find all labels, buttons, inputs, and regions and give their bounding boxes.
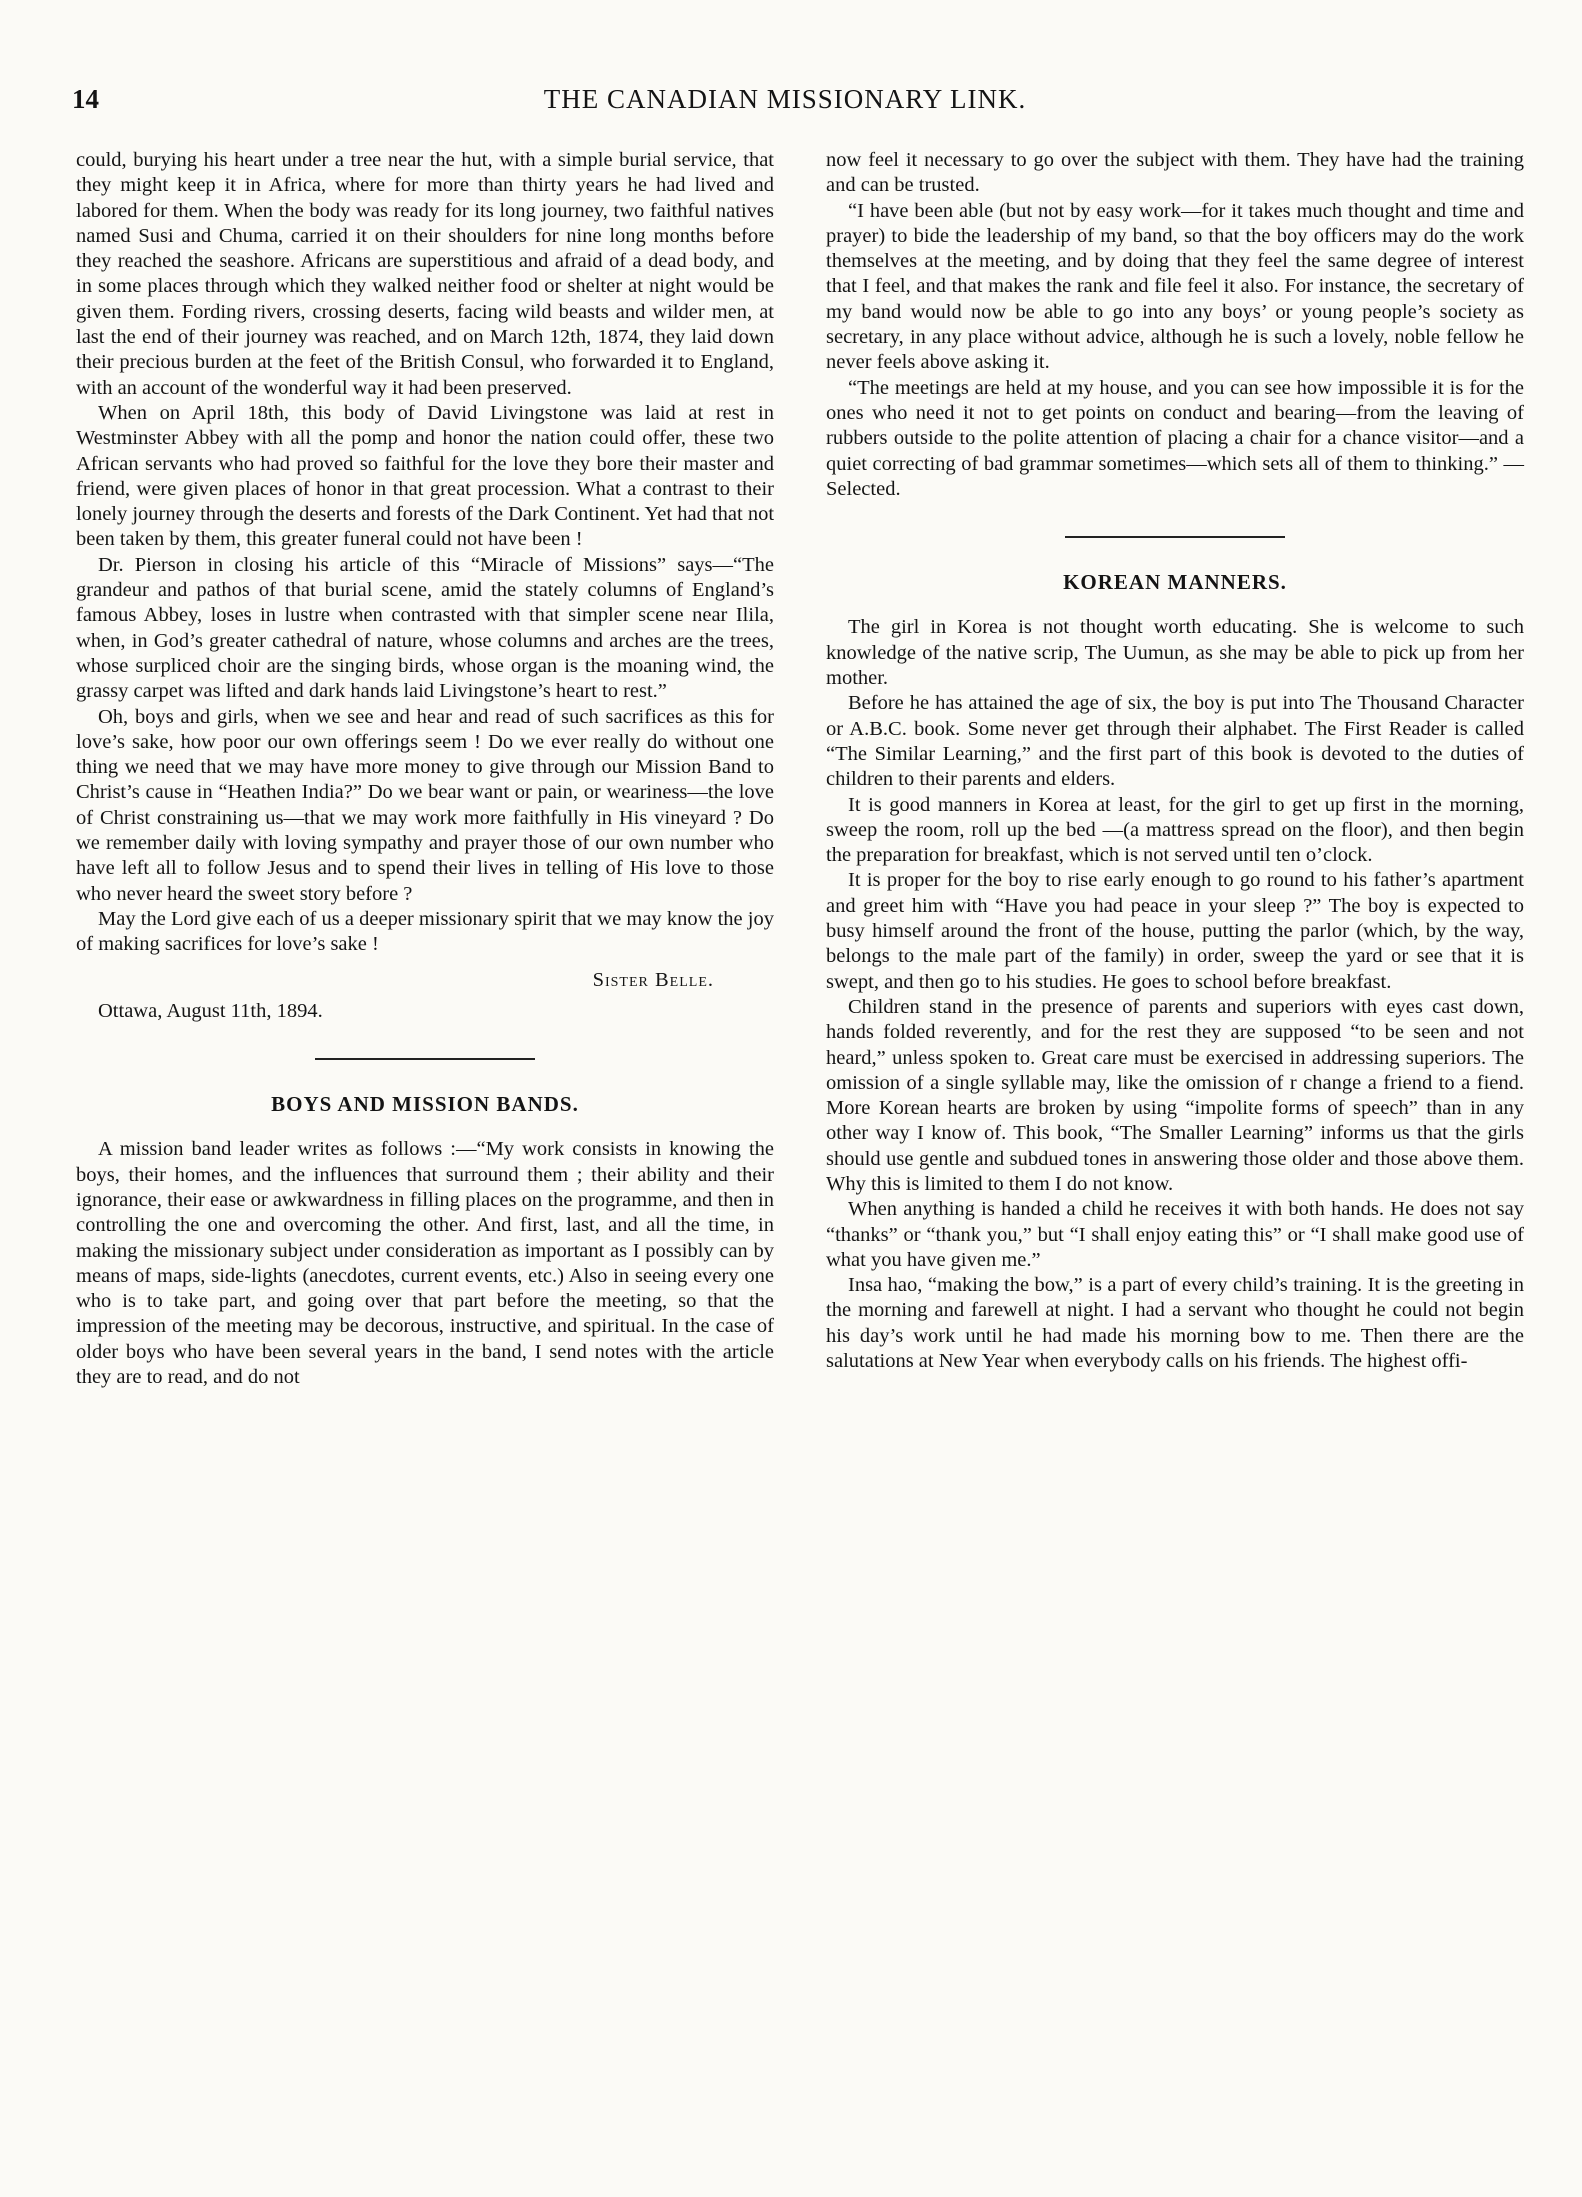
paragraph: Dr. Pierson in closing his article of this “Miracle of Missions” says—“The grandeur and pathos of that burial scene, amid the stately columns of England’s famous Abbey, loses in lustre when contrasted with that simpler scene near Ilila, when, in God’s greater cathedral of nature, whose columns and arches are the trees, whose surpliced choir are the singing birds, whose organ is the moaning wind, the grassy carpet was lifted and dark hands laid Livingstone’s heart to rest.” — [76, 553, 774, 703]
paragraph: Children stand in the presence of parents and superiors with eyes cast down, hands folded reverently, and for the rest they are supposed “to be seen and not heard,” unless spoken to. Great care must be exercised in addressing superiors. The omission of a single syllable may, like the omission of r change a friend to a fiend. More Korean hearts are broken by using “impolite forms of speech” than in any other way I know of. This book, “The Smaller Learning” informs us that the girls should use gentle and subdued tones in answering those older and those above them. Why this is limited to them I do not know. — [826, 995, 1524, 1195]
paragraph: Before he has attained the age of six, the boy is put into The Thousand Character or A.B.C. book. Some never get through their alphabet. The First Reader is called “The Similar Learning,” and the first part of this book is devoted to the duties of children to their parents and elders. — [826, 692, 1524, 791]
paragraph: now feel it necessary to go over the subject with them. They have had the training and can be trusted. — [826, 149, 1524, 197]
section-divider — [315, 1058, 535, 1060]
dateline: Ottawa, August 11th, 1894. — [98, 999, 323, 1022]
left-column — [76, 148, 774, 1390]
paragraph: It is good manners in Korea at least, for the girl to get up first in the morning, sweep the room, roll up the bed —(a mattress spread on the floor), and then begin the preparation for breakfast, which is not served until ten o’clock. — [826, 793, 1524, 867]
paragraph: The girl in Korea is not thought worth educating. She is welcome to such knowledge of the native scrip, The Uumun, as she may be able to pick up from her mother. — [826, 616, 1524, 690]
signature: Sister Belle. — [592, 968, 714, 991]
section-title-boys-and-mission-bands: BOYS AND MISSION BANDS. — [271, 1092, 579, 1117]
running-title: THE CANADIAN MISSIONARY LINK. — [543, 84, 1027, 114]
paragraph: When anything is handed a child he receives it with both hands. He does not say “thanks” or “thank you,” but “I shall enjoy eating this” or “I shall make good use of what you have given me.” — [826, 1198, 1524, 1271]
paragraph: could, burying his heart under a tree near the hut, with a simple burial service, that they might keep it in Africa, where for more than thirty years he had lived and labored for them. When the body was ready for its long journey, two faithful natives named Susi and Chuma, carried it on their shoulders for nine long months before they reached the seashore. Africans are superstitious and afraid of a dead body, and in some places through which they walked neither food or shelter at night would be given them. Fording rivers, crossing deserts, facing wild beasts and wilder men, at last the end of their journey was reached, and on March 12th, 1874, they laid down their precious burden at the feet of the British Consul, who forwarded it to England, with an account of the wonderful way it had been preserved. — [76, 149, 774, 399]
section-divider — [1065, 536, 1285, 538]
paragraph: A mission band leader writes as follows :—“My work consists in knowing the boys, their homes, and the influences that surround them ; their ability and their ignorance, their ease or awkwardness in filling places on the programme, and then in controlling the one and overcoming the other. And first, last, and all the time, in making the missionary subject under consideration as important as I possibly can by means of maps, side-lights (anecdotes, current events, etc.) Also in seeing every one who is to take part, and going over that part before the meeting, so that the impression of the meeting may be decorous, instructive, and spiritual. In the case of older boys who have been several years in the band, I send notes with the article they are to read, and do not — [76, 1138, 774, 1389]
page-header — [60, 84, 1510, 124]
paragraph: It is proper for the boy to rise early enough to go round to his father’s apartment and greet him with “Have you had peace in your sleep ?” The boy is expected to busy himself around the front of the house, putting the parlor (which, by the way, belongs to the male part of the family) in order, sweep the yard or see that it is swept, and then go to his studies. He goes to school before breakfast. — [826, 869, 1524, 993]
section-title-korean-manners: KOREAN MANNERS. — [1063, 570, 1287, 595]
paragraph: “The meetings are held at my house, and you can see how impossible it is for the ones who need it not to get points on conduct and bearing—from the leaving of rubbers outside to the polite attention of placing a chair for a chance visitor—and a quiet correcting of bad grammar sometimes—which sets all of them to thinking.” —Selected. — [826, 376, 1524, 500]
right-column — [826, 148, 1524, 1374]
paragraph: “I have been able (but not by easy work—for it takes much thought and time and prayer) to bide the leadership of my band, so that the boy officers may do the work themselves at the meeting, and by doing that they feel the same degree of interest that I feel, and that makes the rank and file feel it also. For instance, the secretary of my band would now be able to go into any boys’ or young people’s society as secretary, in any place without advice, although he is such a lovely, noble fellow he never feels above asking it. — [826, 199, 1524, 374]
paragraph: Insa hao, “making the bow,” is a part of every child’s training. It is the greeting in the morning and farewell at night. I had a servant who thought he could not begin his day’s work until he had made his morning bow to me. Then there are the salutations at New Year when everybody calls on his friends. The highest offi- — [826, 1274, 1524, 1373]
paragraph: When on April 18th, this body of David Livingstone was laid at rest in Westminster Abbey with all the pomp and honor the nation could offer, these two African servants who had proved so faithful for the love they bore their master and friend, were given places of honor in that great procession. What a contrast to their lonely journey through the deserts and forests of the Dark Continent. Yet had that not been taken by them, this greater funeral could not have been ! — [76, 401, 775, 551]
paragraph: Oh, boys and girls, when we see and hear and read of such sacrifices as this for love’s sake, how poor our own offerings seem ! Do we ever really do without one thing we need that we may have more money to give through our Mission Band to Christ’s cause in “Heathen India?” Do we bear want or pain, or weariness—the love of Christ constraining us—that we may work more faithfully in His vineyard ? Do we remember daily with loving sympathy and prayer those of our own number who have left all to follow Jesus and to spend their lives in telling of His love to those who never heard the sweet story before ? — [76, 705, 774, 905]
paragraph: May the Lord give each of us a deeper missionary spirit that we may know the joy of making sacrifices for love’s sake ! — [76, 907, 774, 956]
page-number: 14 — [72, 84, 99, 114]
